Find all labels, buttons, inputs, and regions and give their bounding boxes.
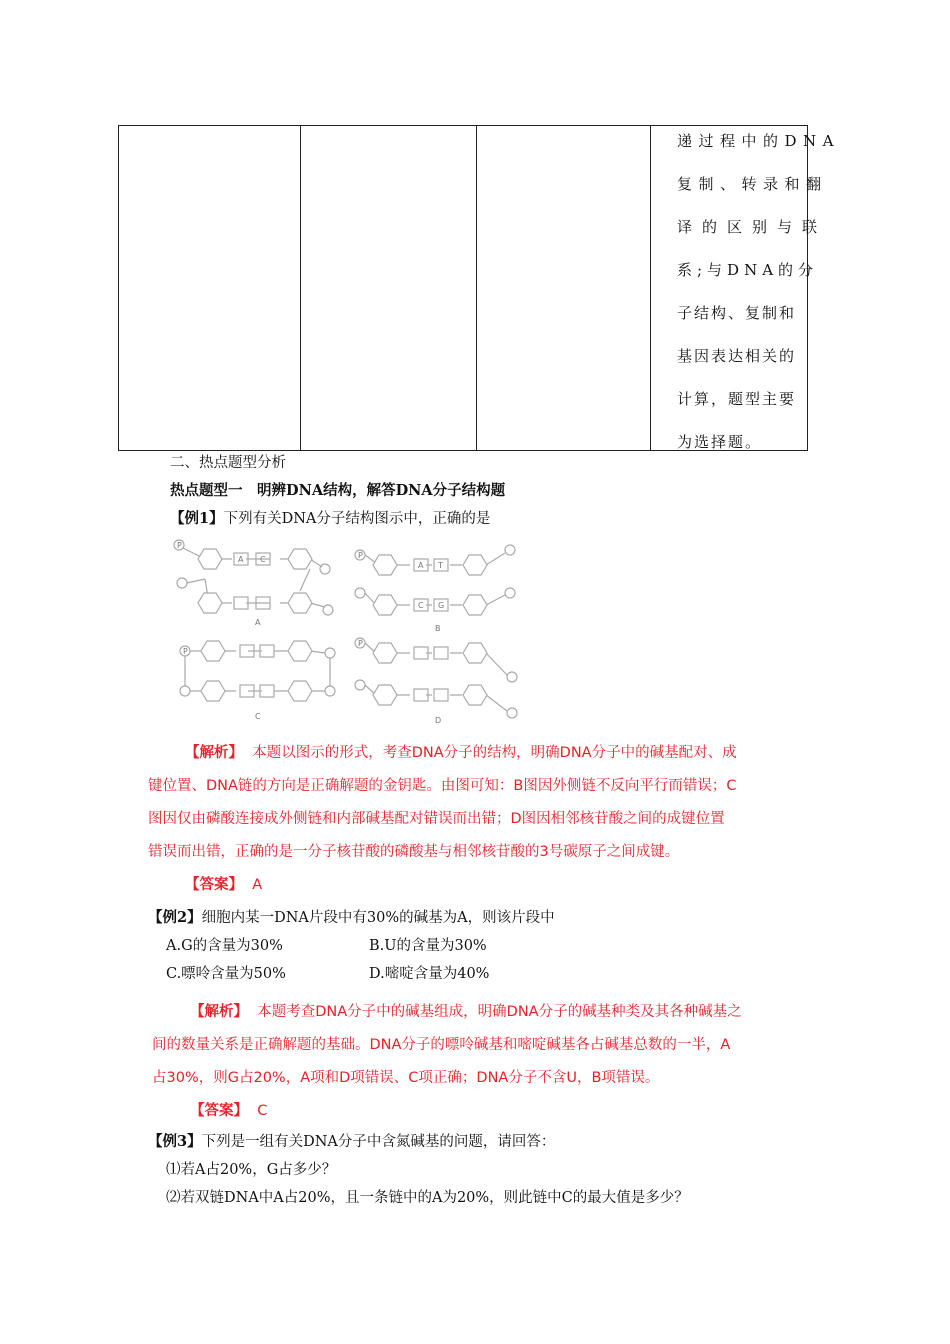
example1-question-line (170, 507, 490, 528)
example3-tag: 【例3】 (148, 1133, 202, 1150)
hot-type-heading: 热点题型一 明辨DNA结构，解答DNA分子结构题 (170, 482, 506, 499)
diagram-label-d: D (435, 716, 442, 725)
answer-value: C (257, 1103, 268, 1119)
cell-line: 系;与DNA的分 (677, 261, 819, 279)
diagram-label-c: C (255, 712, 261, 721)
analysis-tag: 【解析】 (185, 745, 243, 761)
dna-structure-figure (170, 535, 530, 725)
diagram-label-a: A (255, 618, 261, 627)
example1-answer-line (185, 873, 262, 894)
base-mark: G (438, 601, 445, 610)
example2-question-line (148, 906, 555, 927)
phosphate-mark: P (177, 541, 182, 550)
example3-item-1: ⑴若A占20%，G占多少？ (166, 1162, 337, 1178)
base-mark: C (260, 555, 266, 564)
base-mark: A (238, 555, 244, 564)
phosphate-mark: P (358, 639, 363, 648)
cell-line: 基因表达相关的 (677, 347, 797, 365)
option-c: C.嘌呤含量为50% (166, 966, 286, 982)
diagram-d (355, 638, 517, 718)
example3-question: 下列是一组有关DNA分子中含氮碱基的问题，请回答： (201, 1134, 556, 1150)
base-mark: C (418, 601, 424, 610)
example1-analysis-line (185, 741, 737, 762)
example2-analysis-line (190, 1000, 742, 1021)
cell-line: 复制、转录和翻 (677, 175, 828, 193)
cell-line: 计算，题型主要 (677, 390, 797, 408)
section-title: 二、热点题型分析 (170, 455, 286, 471)
example3-question-line (148, 1130, 555, 1151)
analysis-text: 本题以图示的形式，考查DNA分子的结构，明确DNA分子中的碱基配对、成 (252, 745, 737, 761)
example1-question: 下列有关DNA分子结构图示中，正确的是 (223, 511, 491, 527)
analysis-text: 占30%，则G占20%，A项和D项错误、C项正确；DNA分子不含U，B项错误。 (152, 1070, 660, 1086)
cell-line: 译的区别与联 (677, 218, 828, 236)
example2-question: 细胞内某一DNA片段中有30%的碱基为A，则该片段中 (201, 910, 555, 926)
analysis-text: 间的数量关系是正确解题的基础。DNA分子的嘌呤碱基和嘧啶碱基各占碱基总数的一半，A (152, 1037, 731, 1053)
example2-answer-line (190, 1099, 267, 1120)
answer-value: A (252, 877, 263, 893)
example2-tag: 【例2】 (148, 909, 202, 926)
example1-tag: 【例1】 (170, 510, 224, 527)
cell-line: 子结构、复制和 (677, 304, 797, 322)
diagram-label-b: B (435, 624, 441, 633)
diagram-a (174, 540, 333, 615)
option-a: A.G的含量为30% (166, 938, 283, 954)
phosphate-mark: P (358, 551, 363, 560)
cell-line: 递过程中的DNA (677, 132, 840, 150)
example3-item-2: ⑵若双链DNA中A占20%，且一条链中的A为20%，则此链中C的最大值是多少？ (166, 1190, 689, 1206)
cell-line: 为选择题。 (677, 433, 763, 451)
phosphate-mark: P (183, 647, 188, 656)
topic-table (118, 125, 840, 451)
answer-tag: 【答案】 (190, 1103, 248, 1119)
analysis-text: 错误而出错，正确的是一分子核苷酸的磷酸基与相邻核苷酸的3号碳原子之间成键。 (148, 844, 680, 860)
base-mark: T (438, 561, 443, 570)
table-cell-notes (651, 126, 840, 470)
base-mark: A (418, 561, 424, 570)
table-divider (476, 126, 477, 450)
analysis-tag: 【解析】 (190, 1004, 248, 1020)
answer-tag: 【答案】 (185, 877, 243, 893)
analysis-text: 本题考查DNA分子中的碱基组成，明确DNA分子的碱基种类及其各种碱基之 (257, 1004, 742, 1020)
diagram-b (355, 545, 515, 615)
analysis-text: 键位置、DNA链的方向是正确解题的金钥匙。由图可知：B图因外侧链不反向平行而错误；C (148, 778, 737, 794)
diagram-c (180, 641, 335, 701)
option-b: B.U的含量为30% (369, 938, 487, 954)
analysis-text: 图因仅由磷酸连接成外侧链和内部碱基配对错误而出错；D图因相邻核苷酸之间的成键位置 (148, 811, 725, 827)
option-d: D.嘧啶含量为40% (369, 966, 490, 982)
table-divider (300, 126, 301, 450)
